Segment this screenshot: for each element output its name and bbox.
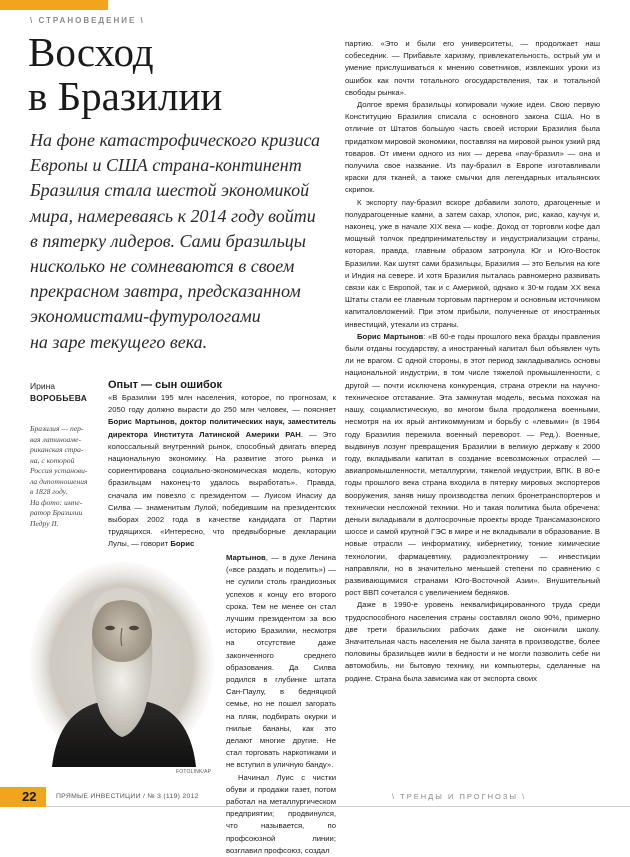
lead-line: мира, намереваясь к 2014 году войти	[30, 205, 316, 226]
author-byline	[30, 380, 110, 404]
body-text: , — в духе Ленина («все раздать и поделить») — не сулили столь грандиозных успехов к концу его второго срока. Тем не менее он стал лучшим президентом за всю историю Бразилии, несмотря на отсутствие даже законченного среднего образования. Да Силва родился в глубинке штата Сан-Паулу, в бедняцкой семье, но не пошел загорать на пляж, подбирать окурки и гнилые бананы, как это делают многие другие. Не стал торговать наркотиками и не вступил в уличную банду».	[226, 553, 336, 770]
author-first-name: Ирина	[30, 381, 56, 391]
article-title	[28, 30, 328, 118]
sidebar-line: в 1828 году.	[30, 487, 68, 496]
body-emphasis: Борис Мартынов, доктор политических наук, заместитель директора Института Латинской Америки РАН	[108, 417, 336, 439]
emperor-portrait-photo	[30, 562, 215, 767]
section-subheading: Опыт — сын ошибок	[108, 379, 222, 391]
lead-line: На фоне катастрофического кризиса	[30, 130, 320, 150]
body-text: «В Бразилии 195 млн населения, которое, по прогнозам, к 2050 году должно вырасти до 250 млн человек, — поясняет	[108, 393, 336, 415]
lead-line: Европы и США страна-континент	[30, 155, 302, 176]
lead-line: экономистами-футурологами	[30, 306, 261, 327]
body-emphasis: Мартынов	[226, 553, 266, 562]
sidebar-line: вая латиноаме-	[30, 434, 82, 444]
sidebar-line: ратор Бразилии	[30, 508, 83, 517]
sidebar-line: Педру II.	[30, 518, 59, 528]
title-line: Восход	[28, 29, 154, 75]
sidebar-line: ла дипотношения	[30, 476, 88, 486]
body-column-2-top	[108, 392, 336, 562]
accent-bar	[0, 0, 108, 10]
body-emphasis: Борис Мартынов	[357, 331, 424, 341]
body-text: : «В 60-е годы прошлого века бразды правления были отданы государству, а иностранный капитал был объявлен чуть ли не врагом. С одной стороны, в этот период закладывались основы национальной индустрии, в том числе тяжелой промышленности, с другой — почти исключена конкуренция, страна отрекли на научно-техническое отставание. Эта замкнутая модель, весьма похожая на нашу, социалистическую, во многом была продолжена военными, несмотря на их ярый антикоммунизм и борьбу с «левыми» (в 1964 году Бразилия пережила военный переворот. — Ред.). Военные, выдвинув лозунг превращения Бразилии в великую державу к 2000 году, вкладывали капитал в создание всевозможных отраслей — авиапромышленности, металлургии, тяжелой индустрии, ВПК. В 80-е годы прошлого века страна входила в пятерку мировых экспортеров вооружения, заняв нишу производства легких бронетранспортеров и технически несложной техники. Но и такая политика была обречена: деньги вкладывали в долгосрочные проекты вроде Трансамазонского шоссе и самой крупной ГЭС в мире и не вкладывали в образование. В новые отрасли — информатику, кибернетику, тонкие химические технологии, фармацевтику, радиоэлектронику — инвестиции направляли, но в значительно меньшей степени по сравнению с развивающимися странами Юго-Восточной Азии». Внушительный рост ВВП сочетался с увеличением бедняков.	[345, 331, 600, 598]
body-paragraph: Долгое время бразильцы копировали чужие идеи. Свою первую Конституцию Бразилия списала с основного закона США. Но в отличие от Штатов большую часть своей истории Бразилия была придатком мировой экономики, поставляя на мировой рынок узкий ряд товаров. От имени одного из них — дерева «пау-бразил» — она и получила свое название. Из пау-бразил в Европе изготавливали краски для тканей, а также смычки для легендарных итальянских скрипок.	[345, 100, 600, 195]
portrait-illustration	[30, 562, 215, 767]
body-paragraph: К экспорту пау-бразил вскоре добавили золото, драгоценные и полудрагоценные камни, а затем сахар, хлопок, рис, какао, каучук и, наконец, уже в начале XIX века — кофе. Доход от торговли кофе дал мощный толчок предпринимательству и индустриализации страны, которая, правда, главным образом затронула Юг и Юго-Восток Бразилии. Как шутят сами бразильцы, Бразилия — это Бельгия на юге и Индия на севере. И хотя Бразилия пыталась равномерно развивать связи как с Европой, так и с Америкой, однако к 30-м годам XX века Штаты стали ее главным торговым партнером и основным источником капиталовложений. При этом прибыли, полученные от иностранных инвестиций, утекали из страны.	[345, 197, 600, 329]
lead-line: прекрасном завтра, предсказанном	[30, 281, 301, 302]
section-label: \ СТРАНОВЕДЕНИЕ \	[30, 16, 145, 25]
body-paragraph: Даже в 1990-е уровень неквалифицированного труда среди трудоспособного населения страны составлял около 90%, примерно две трети бразильских рабочих даже не окончили школу. Значительная часть населения не была занята в производстве, более половины бразильцев жили в бедности и не могли позволить себе ни автомобиль, ни бытовую технику, ни компьютеры, сделанные на родине. Страна была зависима как от экспорта своих	[345, 600, 600, 683]
photo-credit: FOTOLINK/AP	[176, 769, 212, 775]
footer-section-label: \ ТРЕНДЫ И ПРОГНОЗЫ \	[392, 792, 527, 801]
body-paragraph: Начинал Луис с чистки обуви и продажи газет, потом работал на металлургическом предприятии; продвинулся, что называется, по профсоюзной линии; возглавил профсоюз, создал	[226, 772, 336, 855]
sidebar-line: на, с которой	[30, 455, 75, 465]
body-paragraph: партию. «Это и были его университеты, — продолжает наш собеседник. — Прибавьте харизму, привлекательность, острый ум и умение прислушиваться к мнению советников, извлекших уроки из ошибок как почти тотального огосударствления, так и тотальной свободы рынка».	[345, 39, 600, 97]
author-last-name: ВОРОБЬЕВА	[30, 393, 88, 403]
sidebar-line: На фото: импе-	[30, 497, 83, 507]
body-paragraph	[345, 331, 600, 599]
page-number: 22	[22, 789, 37, 804]
body-paragraph	[108, 392, 336, 551]
footer-divider	[0, 806, 630, 807]
sidebar-line: риканская стра-	[30, 445, 84, 454]
lead-line: Бразилия стала шестой экономикой	[30, 180, 310, 201]
lead-line: на заре текущего века.	[30, 331, 208, 352]
body-column-3	[345, 38, 600, 798]
body-text: . — Это колоссальный внутренний рынок, способный двигать вперед национальную экономику. На развитие этого рынка и сориентирована социально-экономическая модель, которую бразильцам наконец-то удалось выработать». Правда, сначала им повезло с президентом — Луисом Инасиу да Силва — знаменитым Лулой, победившим на президентских выборах 2002 года в качестве кандидата от Партии трудящихся. «Интересно, что предвыборные декларации Лулы, — говорит	[108, 429, 336, 549]
sidebar-line: Россия установи-	[30, 466, 88, 475]
lead-line: в пятерку лидеров. Сами бразильцы	[30, 230, 306, 251]
lead-line: нисколько не сомневаются в своем	[30, 256, 295, 277]
sidebar-line: Бразилия — пер-	[30, 424, 84, 433]
body-paragraph	[226, 552, 336, 772]
sidebar-caption	[30, 424, 100, 529]
lead-paragraph	[30, 128, 338, 355]
magazine-issue: ПРЯМЫЕ ИНВЕСТИЦИИ / № 3 (119) 2012	[56, 793, 199, 800]
body-emphasis: Борис	[170, 539, 195, 549]
body-column-2-side	[226, 552, 336, 855]
title-line: в Бразилии	[28, 73, 223, 119]
